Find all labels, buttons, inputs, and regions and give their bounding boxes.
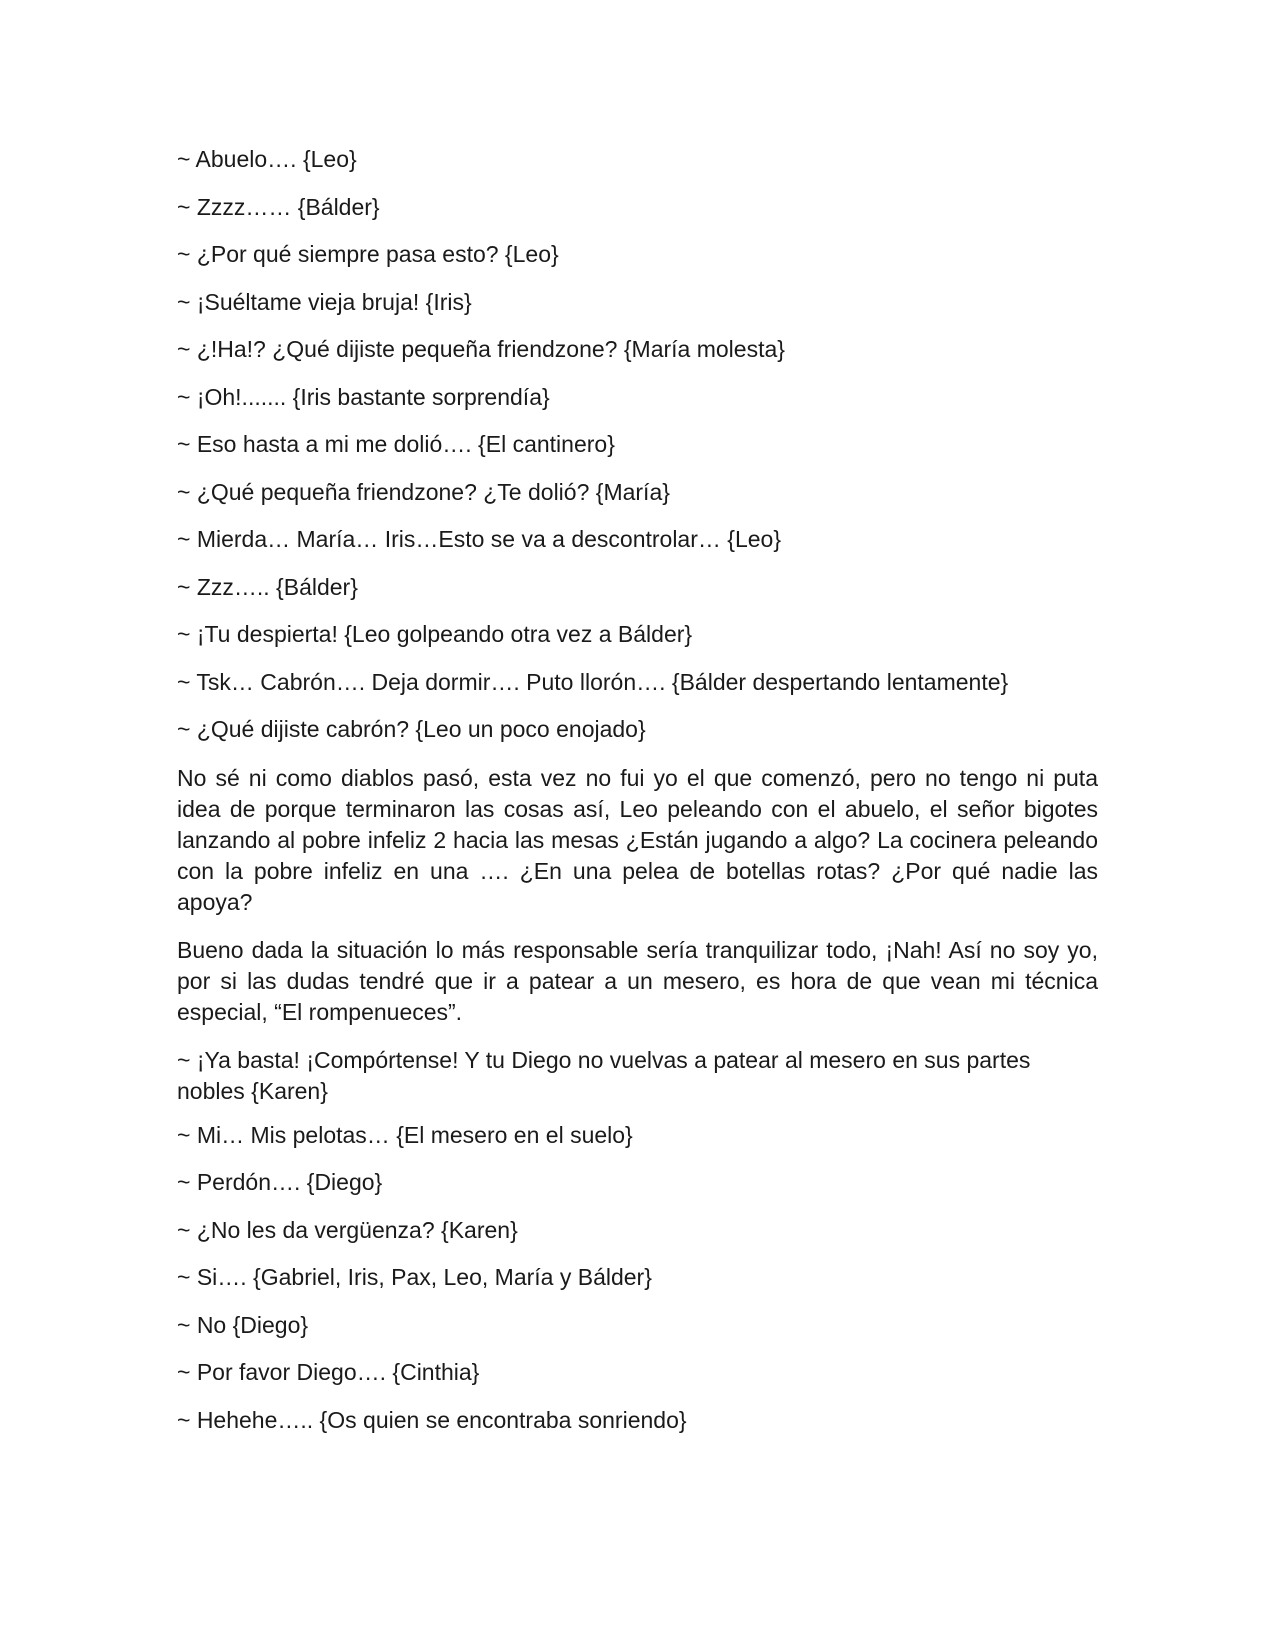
dialogue-line: ~ Zzz….. {Bálder}	[177, 573, 358, 600]
narrative-paragraph: Bueno dada la situación lo más responsable sería tranquilizar todo, ¡Nah! Así no soy yo, por si las dudas tendré que ir a patear a un mesero, es hora de que vean mi técnica especial, “El rompenueces”.	[177, 936, 1098, 1025]
dialogue-paragraph: ~ ¡Ya basta! ¡Compórtense! Y tu Diego no vuelvas a patear al mesero en sus partes nobles {Karen}	[177, 1046, 1031, 1104]
dialogue-line: ~ ¿Qué dijiste cabrón? {Leo un poco enojado}	[177, 716, 646, 742]
narrative-paragraph: No sé ni como diablos pasó, esta vez no fui yo el que comenzó, pero no tengo ni puta idea de porque terminaron las cosas así, Leo peleando con el abuelo, el señor bigotes lanzando al pobre infeliz 2 hacia las mesas ¿Están jugando a algo? La cocinera peleando con la pobre infeliz en una …. ¿En una pelea de botellas rotas? ¿Por qué nadie las apoya?	[177, 764, 1098, 915]
dialogue-line: ~ Mierda… María… Iris…Esto se va a descontrolar… {Leo}	[177, 526, 782, 552]
dialogue-line: ~ Eso hasta a mi me dolió…. {El cantinero}	[177, 431, 615, 457]
dialogue-line: ~ ¿!Ha!? ¿Qué dijiste pequeña friendzone? {María molesta}	[177, 336, 785, 362]
dialogue-line: ~ ¡Suéltame vieja bruja! {Iris}	[177, 288, 472, 315]
dialogue-line: ~ ¿Qué pequeña friendzone? ¿Te dolió? {María}	[177, 478, 670, 505]
dialogue-line: ~ Abuelo…. {Leo}	[177, 146, 357, 172]
dialogue-line: ~ ¿Por qué siempre pasa esto? {Leo}	[177, 241, 559, 267]
dialogue-line: ~ Si…. {Gabriel, Iris, Pax, Leo, María y Bálder}	[177, 1264, 652, 1290]
dialogue-line: ~ No {Diego}	[177, 1311, 309, 1338]
dialogue-line: ~ Zzzz…… {Bálder}	[177, 193, 380, 220]
document-body	[177, 145, 1098, 1453]
dialogue-line: ~ ¡Tu despierta! {Leo golpeando otra vez a Bálder}	[177, 621, 693, 647]
dialogue-line: ~ ¡Oh!....... {Iris bastante sorprendía}	[177, 383, 550, 410]
dialogue-line: ~ Mi… Mis pelotas… {El mesero en el suelo}	[177, 1121, 633, 1148]
dialogue-line: ~ Por favor Diego…. {Cinthia}	[177, 1359, 480, 1385]
dialogue-line: ~ Hehehe….. {Os quien se encontraba sonriendo}	[177, 1406, 687, 1433]
dialogue-line: ~ Tsk… Cabrón…. Deja dormir…. Puto llorón…. {Bálder despertando lentamente}	[177, 668, 1009, 695]
dialogue-line: ~ ¿No les da vergüenza? {Karen}	[177, 1216, 518, 1243]
dialogue-line: ~ Perdón…. {Diego}	[177, 1169, 383, 1195]
